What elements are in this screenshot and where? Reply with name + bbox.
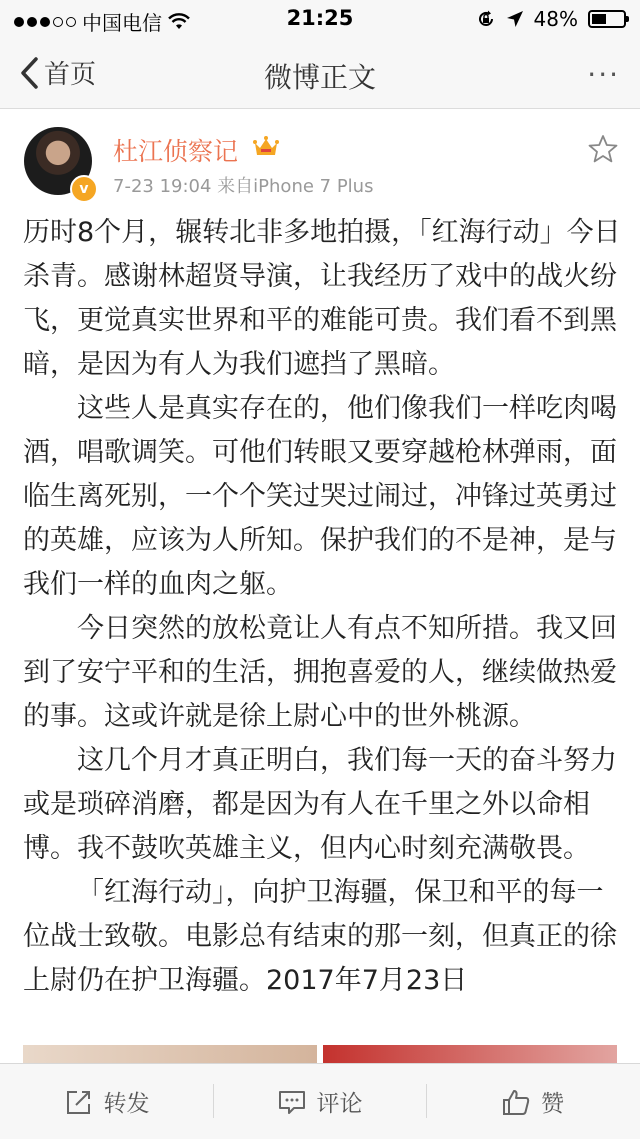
paragraph: 今日突然的放松竟让人有点不知所措。我又回到了安宁平和的生活，拥抱喜爱的人，继续做热爱的事。这或许就是徐上尉心中的世外桃源。 [23,613,617,732]
paragraph: 这几个月才真正明白，我们每一天的奋斗努力或是琐碎消磨，都是因为有人在千里之外以命相博。我不鼓吹英雄主义，但内心时刻充满敬畏。 [23,745,617,864]
location-icon [506,10,524,28]
verified-badge-icon: v [70,175,98,203]
paragraph: 「红海行动」，向护卫海疆，保卫和平的每一位战士致敬。电影总有结束的那一刻，但真正的徐上尉仍在护卫海疆。2017年7月23日 [23,877,617,996]
page-title: 微博正文 [263,61,376,94]
clock: 21:25 [286,6,354,30]
carrier-label: 中国电信 [82,11,162,35]
comment-label: 评论 [316,1091,363,1117]
battery-percent: 48% [533,7,578,31]
post-meta: 7-23 19:04 来自iPhone 7 Plus [113,176,374,197]
post-image[interactable] [23,1045,317,1065]
paragraph: 这些人是真实存在的，他们像我们一样吃肉喝酒，唱歌调笑。可他们转眼又要穿越枪林弹雨，面临生离死别，一个个笑过哭过闹过，冲锋过英勇过的英雄，应该为人所知。保护我们的不是神，是与我们一样的血肉之躯。 [23,393,617,600]
post-body [23,211,623,1003]
post-images[interactable] [23,1045,617,1065]
author-name[interactable]: 杜江侦察记 [113,137,239,166]
back-label: 首页 [44,60,97,90]
status-right [476,7,626,31]
bottom-toolbar [0,1063,640,1139]
rotation-lock-icon [476,9,496,29]
paragraph: 历时8个月，辗转北非多地拍摄，「红海行动」今日杀青。感谢林超贤导演，让我经历了戏中的战火纷飞，更觉真实世界和平的难能可贵。我们看不到黑暗，是因为有人为我们遮挡了黑暗。 [23,217,621,380]
repost-icon [64,1087,94,1117]
thumbs-up-icon [501,1087,531,1117]
post-image[interactable] [323,1045,617,1065]
crown-icon [252,133,280,161]
favorite-star-icon[interactable] [588,134,618,164]
comment-button[interactable] [213,1064,426,1139]
nav-bar [0,40,640,109]
battery-icon [588,10,626,28]
repost-label: 转发 [103,1091,150,1117]
more-button[interactable]: ··· [587,58,620,91]
comment-icon [277,1087,307,1117]
repost-button[interactable] [0,1064,213,1139]
like-label: 赞 [541,1091,564,1117]
status-bar [0,0,640,40]
like-button[interactable] [426,1064,639,1139]
